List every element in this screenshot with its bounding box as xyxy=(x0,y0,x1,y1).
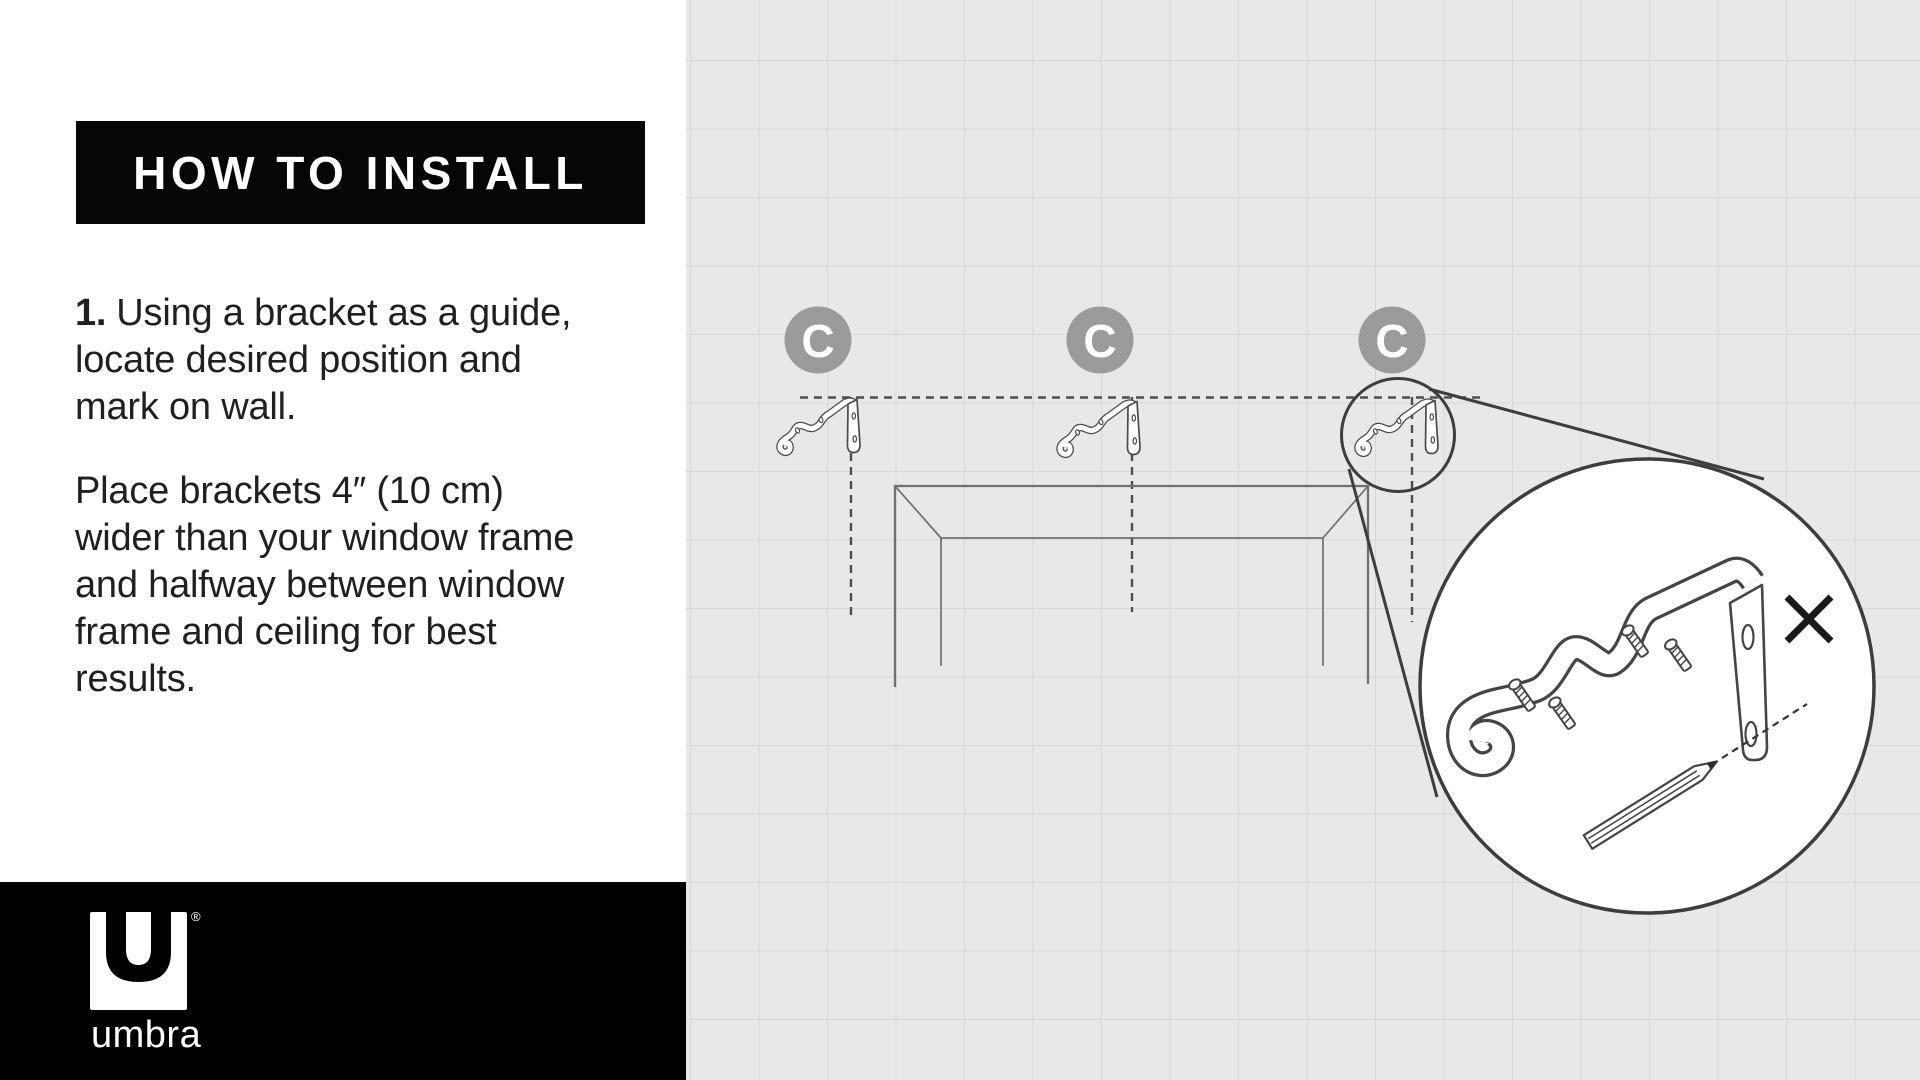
c-marker-2 xyxy=(1067,307,1134,374)
magnifier-big-circle xyxy=(1420,459,1874,913)
brand-wordmark: umbra xyxy=(91,1014,202,1056)
step-1b-line: wider than your window frame xyxy=(75,517,575,559)
brand-footer xyxy=(0,882,686,1080)
magnifier-tangent-bottom xyxy=(1349,469,1437,797)
page-title-text: HOW TO INSTALL xyxy=(133,146,588,199)
step-1b-line: and halfway between window xyxy=(75,564,565,606)
step-1-text: Using a bracket as a guide, xyxy=(116,292,572,334)
step-1b-line: Place brackets 4″ (10 cm) xyxy=(75,470,504,512)
svg-text:C: C xyxy=(1375,315,1409,367)
install-diagram xyxy=(686,0,1920,1080)
step-1-paragraph xyxy=(75,290,571,431)
step-1b-line: results. xyxy=(75,658,196,700)
wall-bracket-3 xyxy=(1358,401,1438,454)
c-marker-1 xyxy=(785,307,852,374)
step-1-line: locate desired position and xyxy=(75,339,522,381)
svg-text:C: C xyxy=(801,315,835,367)
umbra-logo xyxy=(90,912,187,1010)
text-panel xyxy=(0,0,686,882)
wall-bracket-2 xyxy=(1060,402,1140,455)
registered-trademark: ® xyxy=(191,909,201,924)
diagram-panel xyxy=(686,0,1920,1080)
step-1b-line: frame and ceiling for best xyxy=(75,611,497,653)
step-number: 1. xyxy=(75,292,107,334)
step-1-line xyxy=(75,290,571,337)
step-1-paragraph-2 xyxy=(75,468,574,703)
umbra-u-icon xyxy=(90,912,187,1010)
step-1-line: mark on wall. xyxy=(75,386,297,428)
wall-bracket-1 xyxy=(780,400,860,453)
c-marker-3 xyxy=(1359,307,1426,374)
svg-text:C: C xyxy=(1083,315,1117,367)
page-title xyxy=(76,121,645,224)
